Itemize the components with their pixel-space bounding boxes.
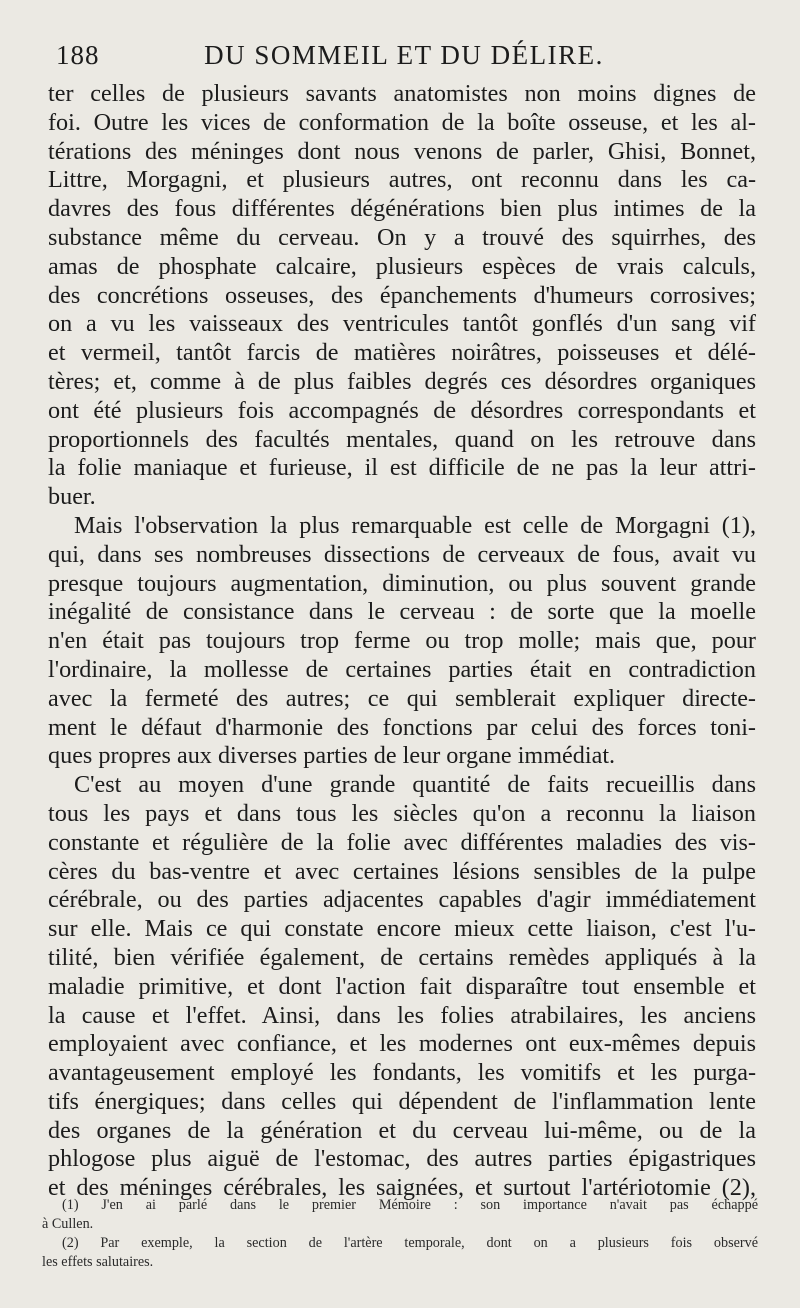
page-header [48, 40, 760, 76]
text-line: ques propres aux diverses parties de leur organe immédiat. [48, 742, 616, 770]
text-line: l'ordinaire, la mollesse de certaines parties était en contradiction [48, 655, 756, 683]
text-line: phlogose plus aiguë de l'estomac, des autres parties épigastriques [48, 1145, 756, 1173]
text-line: la folie maniaque et furieuse, il est difficile de ne pas la leur attri- [48, 454, 756, 482]
text-line: employaient avec confiance, et les modernes ont eux-mêmes depuis [48, 1030, 756, 1058]
running-title: DU SOMMEIL ET DU DÉLIRE. [204, 40, 604, 70]
text-line: et des méninges cérébrales, les saignées, et surtout l'artériotomie (2), [48, 1174, 756, 1202]
body-text [48, 80, 756, 1203]
text-line: Mais l'observation la plus remarquable est celle de Morgagni (1), [74, 511, 756, 539]
text-line: davres des fous différentes dégénérations bien plus intimes de la [48, 195, 756, 223]
footnote-line: (1) J'en ai parlé dans le premier Mémoire : son importance n'avait pas échappé [62, 1197, 758, 1213]
text-line: tifs énergiques; dans celles qui dépendent de l'inflammation lente [48, 1087, 756, 1115]
text-line: et vermeil, tantôt farcis de matières noirâtres, poisseuses et délé- [48, 339, 756, 367]
text-line: Littre, Morgagni, et plusieurs autres, ont reconnu dans les ca- [48, 166, 756, 194]
footnote-2 [42, 1234, 758, 1272]
text-line: ment le défaut d'harmonie des fonctions par celui des forces toni- [48, 713, 756, 741]
footnote-line: à Cullen. [42, 1216, 94, 1232]
text-line: sur elle. Mais ce qui constate encore mieux cette liaison, c'est l'u- [48, 915, 756, 943]
text-line: tilité, bien vérifiée également, de certains remèdes appliqués à la [48, 943, 756, 971]
text-line: presque toujours augmentation, diminution, ou plus souvent grande [48, 569, 756, 597]
text-line: n'en était pas toujours trop ferme ou trop molle; mais que, pour [48, 627, 756, 655]
text-line: qui, dans ses nombreuses dissections de cerveaux de fous, avait vu [48, 540, 756, 568]
text-line: foi. Outre les vices de conformation de la boîte osseuse, et les al- [48, 108, 756, 136]
text-line: constante et régulière de la folie avec différentes maladies des vis- [48, 828, 756, 856]
text-line: cérébrale, ou des parties adjacentes capables d'agir immédiatement [48, 886, 756, 914]
text-line: on a vu les vaisseaux des ventricules tantôt gonflés d'un sang vif [48, 310, 756, 338]
paragraph-1 [48, 80, 756, 512]
paragraph-3 [48, 771, 756, 1203]
text-line: proportionnels des facultés mentales, quand on les retrouve dans [48, 425, 756, 453]
text-line: des concrétions osseuses, des épanchements d'humeurs corrosives; [48, 281, 756, 309]
page-number: 188 [56, 40, 100, 70]
footnotes [42, 1196, 758, 1272]
text-line: buer. [48, 483, 96, 511]
paragraph-2 [48, 512, 756, 771]
footnote-line: les effets salutaires. [42, 1254, 154, 1270]
text-line: cères du bas-ventre et avec certaines lésions sensibles de la pulpe [48, 857, 756, 885]
text-line: substance même du cerveau. On y a trouvé des squirrhes, des [48, 223, 756, 251]
footnote-line: (2) Par exemple, la section de l'artère temporale, dont on a plusieurs fois observé [62, 1235, 758, 1251]
text-line: ont été plusieurs fois accompagnés de désordres correspondants et [48, 396, 756, 424]
text-line: tous les pays et dans tous les siècles qu'on a reconnu la liaison [48, 799, 756, 827]
text-line: des organes de la génération et du cerveau lui-même, ou de la [48, 1116, 756, 1144]
text-line: tères; et, comme à de plus faibles degrés ces désordres organiques [48, 367, 756, 395]
text-line: térations des méninges dont nous venons de parler, Ghisi, Bonnet, [48, 137, 756, 165]
text-line: avantageusement employé les fondants, les vomitifs et les purga- [48, 1059, 756, 1087]
text-line: amas de phosphate calcaire, plusieurs espèces de vrais calculs, [48, 252, 756, 280]
text-line: ter celles de plusieurs savants anatomistes non moins dignes de [48, 80, 756, 107]
text-line: maladie primitive, et dont l'action fait disparaître tout ensemble et [48, 972, 756, 1000]
text-line: C'est au moyen d'une grande quantité de faits recueillis dans [74, 771, 756, 799]
text-line: inégalité de consistance dans le cerveau : de sorte que la moelle [48, 598, 756, 626]
text-line: avec la fermeté des autres; ce qui semblerait expliquer directe- [48, 684, 756, 712]
text-line: la cause et l'effet. Ainsi, dans les folies atrabilaires, les anciens [48, 1001, 756, 1029]
footnote-1 [42, 1196, 758, 1234]
